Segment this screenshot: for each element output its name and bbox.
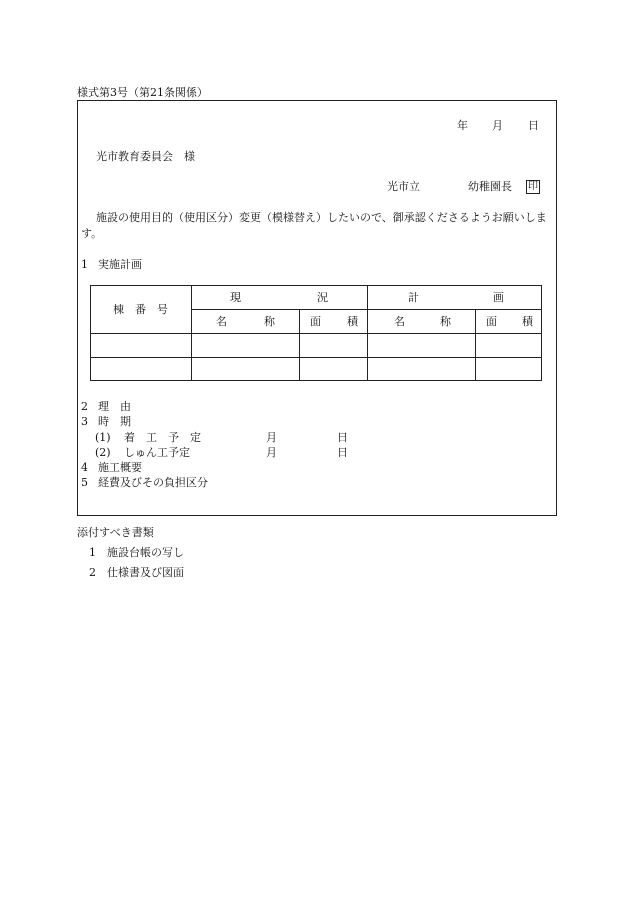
subheader-plan-area-left: 面 bbox=[486, 315, 497, 328]
item5-number: 5 bbox=[81, 476, 88, 489]
subheader-area-right: 積 bbox=[347, 315, 358, 328]
item4-number: 4 bbox=[81, 461, 88, 474]
table-row-2-cell-3[interactable] bbox=[300, 358, 367, 380]
attachment-1-label: 施設台帳の写し bbox=[107, 546, 184, 559]
request-text-line1: 施設の使用目的（使用区分）変更（模様替え）したいので、御承認くださるようお願いしま bbox=[96, 211, 547, 224]
subheader-plan-name-left: 名 bbox=[394, 315, 405, 328]
item3-1-day: 日 bbox=[337, 431, 348, 444]
addressee: 光市教育委員会 様 bbox=[96, 150, 195, 163]
attachment-2-number: 2 bbox=[89, 566, 96, 579]
item2-label: 理 由 bbox=[98, 400, 131, 413]
plan-table bbox=[90, 285, 542, 381]
item3-2-month: 月 bbox=[266, 446, 277, 459]
item3-1-label: 着 工 予 定 bbox=[124, 431, 201, 444]
header-current-right: 況 bbox=[317, 291, 328, 304]
subheader-area-left: 面 bbox=[310, 315, 321, 328]
header-plan-left: 計 bbox=[408, 291, 419, 304]
table-row-1-cell-3[interactable] bbox=[300, 334, 367, 357]
applicant-city: 光市立 bbox=[387, 180, 420, 193]
attachment-2-label: 仕様書及び図面 bbox=[107, 566, 184, 579]
section1-label: 実施計画 bbox=[98, 258, 142, 271]
subheader-name-left: 名 bbox=[216, 315, 227, 328]
table-row-1-cell-2[interactable] bbox=[192, 334, 299, 357]
table-row-1-cell-1[interactable] bbox=[90, 334, 191, 357]
item3-2-label: しゅん工予定 bbox=[124, 446, 190, 459]
subheader-plan-name-right: 称 bbox=[440, 315, 451, 328]
header-building-number: 棟 番 号 bbox=[113, 303, 168, 316]
subheader-plan-area-right: 積 bbox=[522, 315, 533, 328]
item3-label: 時 期 bbox=[98, 415, 131, 428]
header-current-left: 現 bbox=[230, 291, 241, 304]
item3-2-day: 日 bbox=[337, 446, 348, 459]
item2-number: 2 bbox=[81, 400, 88, 413]
subheader-name-right: 称 bbox=[264, 315, 275, 328]
item4-label: 施工概要 bbox=[98, 461, 142, 474]
attachment-1-number: 1 bbox=[89, 546, 96, 559]
header-plan-right: 画 bbox=[493, 291, 504, 304]
table-row-1-cell-4[interactable] bbox=[368, 334, 475, 357]
form-title: 様式第3号（第21条関係） bbox=[77, 86, 208, 99]
table-row-2-cell-5[interactable] bbox=[476, 358, 541, 380]
item3-1-month: 月 bbox=[266, 431, 277, 444]
table-row-2-cell-2[interactable] bbox=[192, 358, 299, 380]
item3-number: 3 bbox=[81, 415, 88, 428]
attachments-title: 添付すべき書類 bbox=[77, 526, 154, 539]
table-row-2-cell-1[interactable] bbox=[90, 358, 191, 380]
section1-number: 1 bbox=[81, 258, 88, 271]
date-year-label: 年 bbox=[457, 119, 468, 132]
request-text-line2: す。 bbox=[81, 227, 103, 240]
date-month-label: 月 bbox=[492, 119, 503, 132]
item5-label: 経費及びその負担区分 bbox=[98, 476, 208, 489]
table-row-2-cell-4[interactable] bbox=[368, 358, 475, 380]
item3-1-number: (1) bbox=[95, 431, 111, 444]
date-day-label: 日 bbox=[528, 119, 539, 132]
applicant-title: 幼稚園長 bbox=[468, 180, 512, 193]
item3-2-number: (2) bbox=[95, 446, 111, 459]
table-row-1-cell-5[interactable] bbox=[476, 334, 541, 357]
seal-mark: 印 bbox=[528, 181, 538, 192]
